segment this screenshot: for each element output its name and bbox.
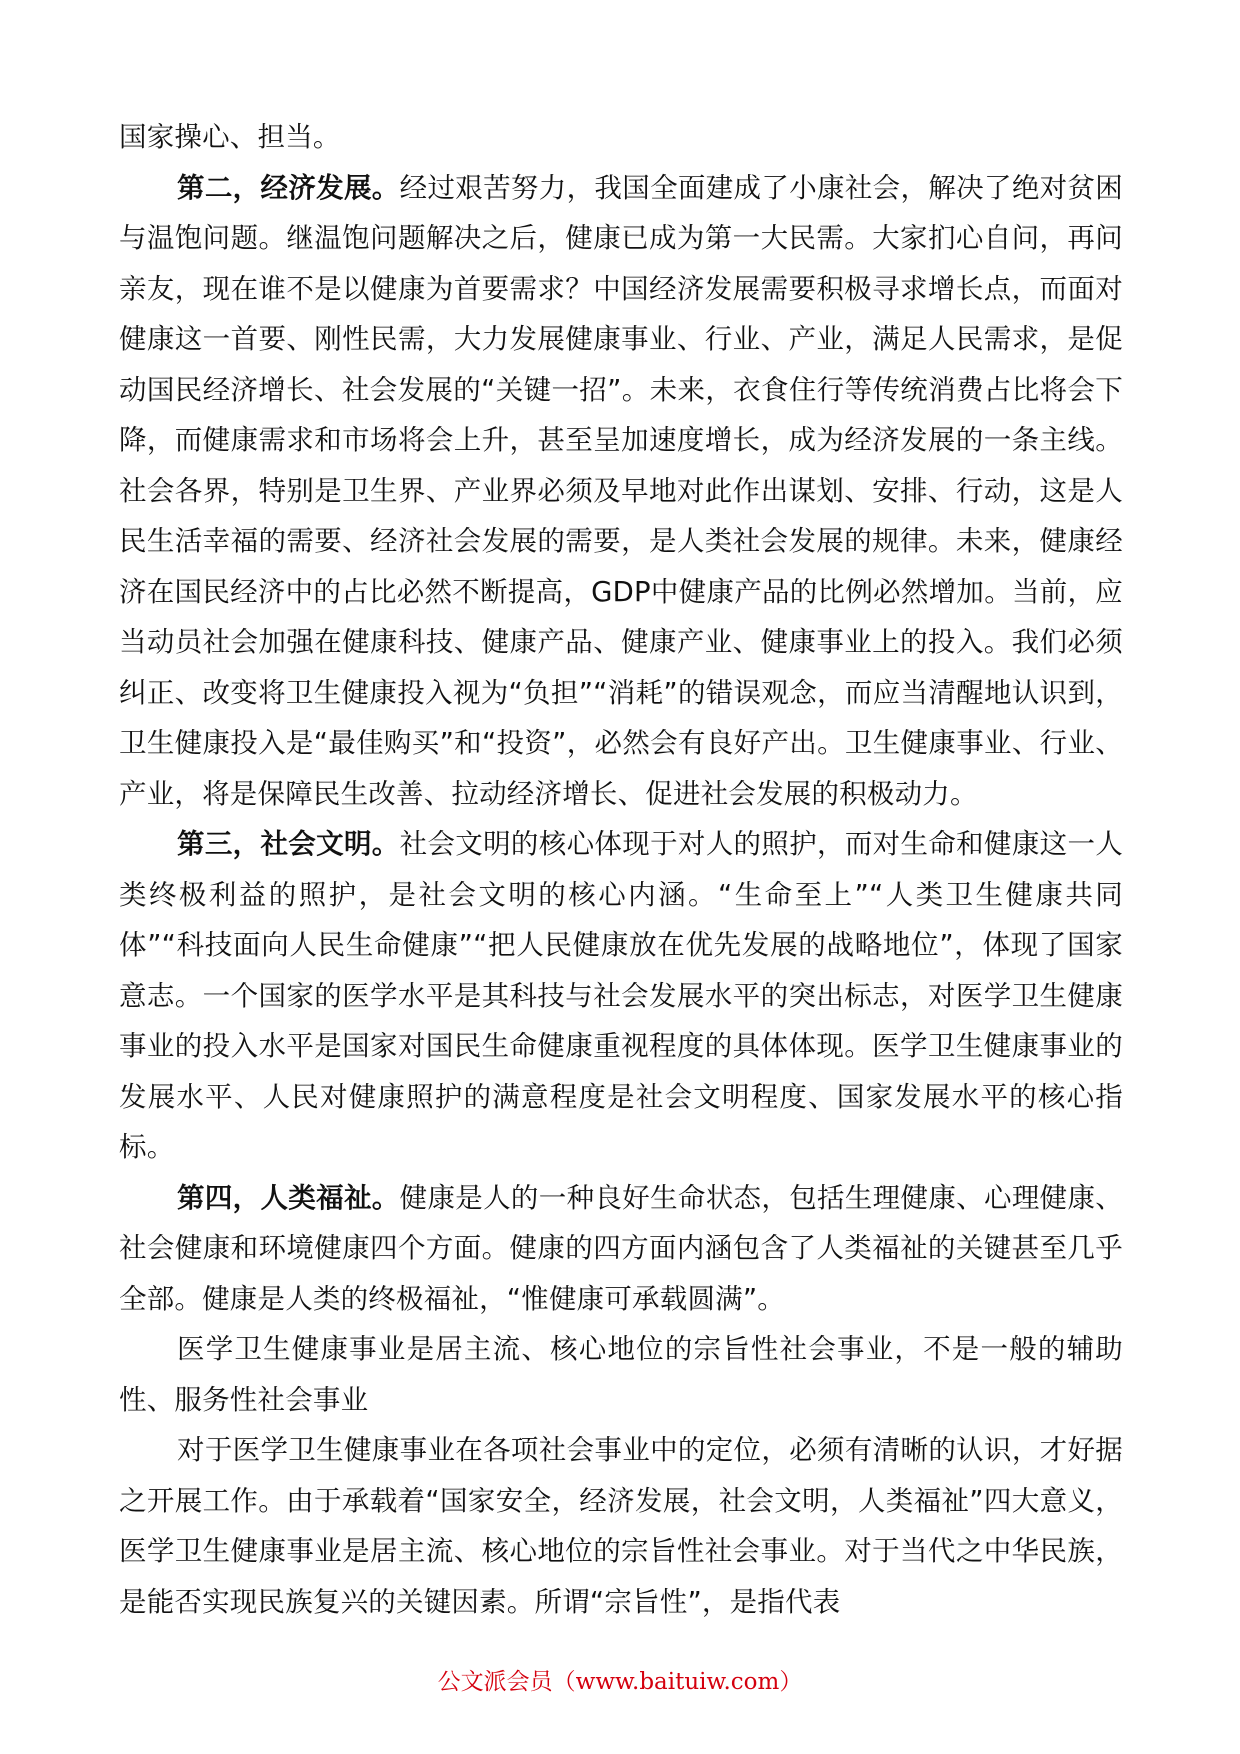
paragraph-lead: 第二，经济发展。 <box>177 171 400 204</box>
paragraph-text: 健康是人的一种良好生命状态，包括生理健康、心理健康、社会健康和环境健康四个方面。健康的四方面内涵包含了人类福祉的关键甚至几乎全部。健康是人类的终极福祉，“惟健康可承载圆满”。 <box>119 1181 1123 1315</box>
paragraph-text: 经过艰苦努力，我国全面建成了小康社会，解决了绝对贫困与温饱问题。继温饱问题解决之后，健康已成为第一大民需。大家扪心自问，再问亲友，现在谁不是以健康为首要需求？中国经济发展需要积极寻求增长点，而面对健康这一首要、刚性民需，大力发展健康事业、行业、产业，满足人民需求，是促动国民经济增长、社会发展的“关键一招”。未来，衣食住行等传统消费占比将会下降，而健康需求和市场将会上升，甚至呈加速度增长，成为经济发展的一条主线。社会各界，特别是卫生界、产业界必须及早地对此作出谋划、安排、行动，这是人民生活幸福的需要、经济社会发展的需要，是人类社会发展的规律。未来，健康经济在国民经济中的占比必然不断提高，GDP中健康产品的比例必然增加。当前，应当动员社会加强在健康科技、健康产品、健康产业、健康事业上的投入。我们必须纠正、改变将卫生健康投入视为“负担”“消耗”的错误观念，而应当清醒地认识到，卫生健康投入是“最佳购买”和“投资”，必然会有良好产出。卫生健康事业、行业、产业，将是保障民生改善、拉动经济增长、促进社会发展的积极动力。 <box>119 171 1123 810</box>
document-body <box>119 112 1123 1627</box>
paragraph-economic-development <box>119 163 1123 820</box>
paragraph-social-civilization <box>119 819 1123 1173</box>
paragraph-text: 社会文明的核心体现于对人的照护，而对生命和健康这一人类终极利益的照护，是社会文明的核心内涵。“生命至上”“人类卫生健康共同体”“科技面向人民生命健康”“把人民健康放在优先发展的战略地位”，体现了国家意志。一个国家的医学水平是其科技与社会发展水平的突出标志，对医学卫生健康事业的投入水平是国家对国民生命健康重视程度的具体体现。医学卫生健康事业的发展水平、人民对健康照护的满意程度是社会文明程度、国家发展水平的核心指标。 <box>119 828 1123 1163</box>
paragraph-lead: 第三，社会文明。 <box>177 828 400 860</box>
paragraph-continuation <box>119 112 1123 163</box>
paragraph-human-wellbeing <box>119 1173 1123 1325</box>
footer-watermark: 公文派会员（www.baituiw.com） <box>437 1669 803 1695</box>
paragraph-positioning <box>119 1425 1123 1627</box>
paragraph-lead: 第四，人类福祉。 <box>177 1181 400 1214</box>
paragraph-text: 国家操心、担当。 <box>119 121 341 153</box>
paragraph-text: 对于医学卫生健康事业在各项社会事业中的定位，必须有清晰的认识，才好据之开展工作。由于承载着“国家安全，经济发展，社会文明，人类福祉”四大意义，医学卫生健康事业是居主流、核心地位的宗旨性社会事业。对于当代之中华民族，是能否实现民族复兴的关键因素。所谓“宗旨性”，是指代表 <box>119 1434 1123 1618</box>
paragraph-section-heading <box>119 1324 1123 1425</box>
paragraph-text: 医学卫生健康事业是居主流、核心地位的宗旨性社会事业，不是一般的辅助性、服务性社会事业 <box>119 1333 1123 1416</box>
